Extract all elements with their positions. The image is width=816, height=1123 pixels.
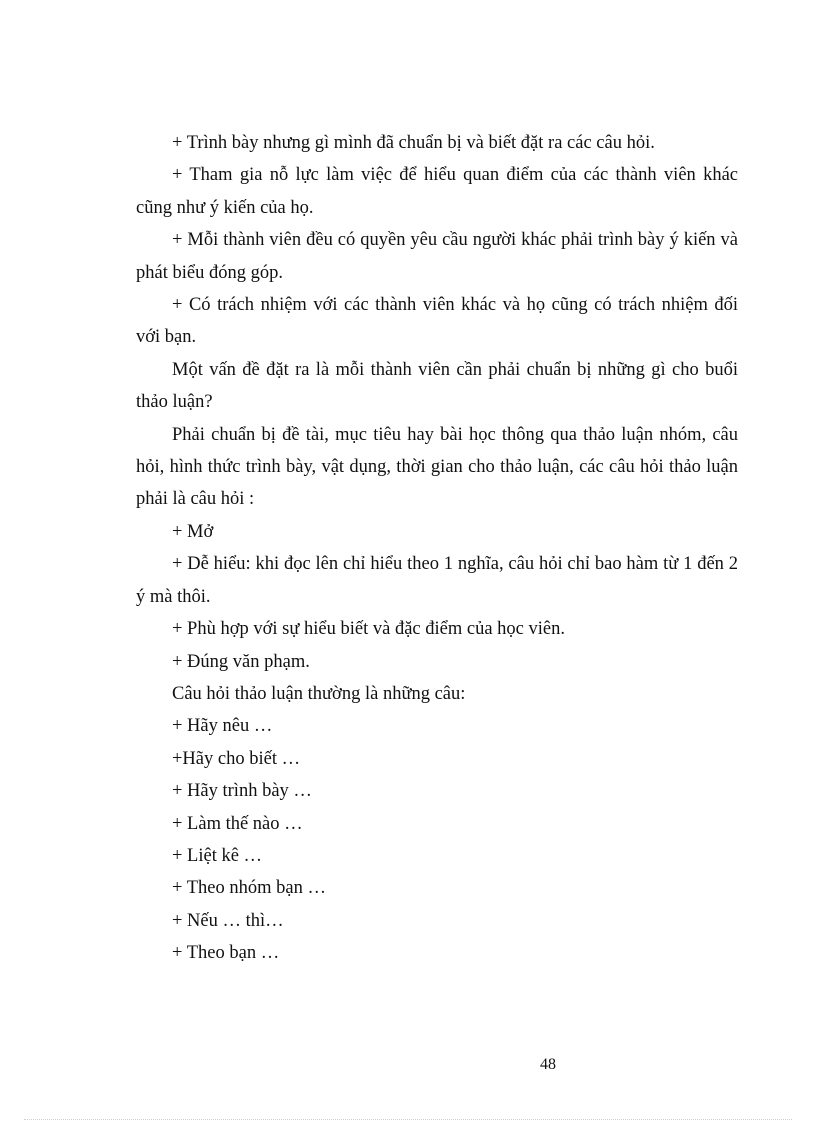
paragraph: Câu hỏi thảo luận thường là những câu: — [172, 683, 466, 704]
list-item: + Dễ hiểu: khi đọc lên chỉ hiểu theo 1 nghĩa, câu hỏi chỉ bao hàm từ 1 đến 2 ý mà thôi. — [136, 554, 738, 607]
paragraph: + Có trách nhiệm với các thành viên khác và họ cũng có trách nhiệm đối với bạn. — [136, 295, 738, 348]
document-body — [136, 127, 738, 970]
list-item: + Đúng văn phạm. — [172, 651, 310, 672]
list-item: + Hãy nêu … — [172, 716, 273, 737]
paragraph: + Trình bày nhưng gì mình đã chuẩn bị và biết đặt ra các câu hỏi. — [172, 133, 655, 153]
list-item: + Theo nhóm bạn … — [172, 878, 326, 899]
page-number: 48 — [540, 1056, 556, 1073]
paragraph: Một vấn đề đặt ra là mỗi thành viên cần phải chuẩn bị những gì cho buổi thảo luận? — [136, 359, 738, 413]
paragraph: + Mỗi thành viên đều có quyền yêu cầu người khác phải trình bày ý kiến và phát biểu đóng góp. — [136, 230, 738, 283]
list-item: +Hãy cho biết … — [172, 748, 301, 769]
list-item: + Làm thế nào … — [172, 813, 303, 834]
page-bottom-divider — [24, 1119, 792, 1120]
list-item: + Theo bạn … — [172, 943, 280, 964]
list-item: + Mở — [172, 521, 214, 542]
paragraph: + Tham gia nỗ lực làm việc để hiểu quan điểm của các thành viên khác cũng như ý kiến của họ. — [136, 165, 738, 218]
list-item: + Liệt kê … — [172, 845, 263, 866]
list-item: + Hãy trình bày … — [172, 781, 312, 802]
list-item: + Phù hợp với sự hiểu biết và đặc điểm của học viên. — [172, 619, 565, 640]
list-item: + Nếu … thì… — [172, 910, 284, 931]
paragraph: Phải chuẩn bị đề tài, mục tiêu hay bài học thông qua thảo luận nhóm, câu hỏi, hình thức trình bày, vật dụng, thời gian cho thảo luận, các câu hỏi thảo luận phải là câu hỏi : — [136, 424, 738, 510]
